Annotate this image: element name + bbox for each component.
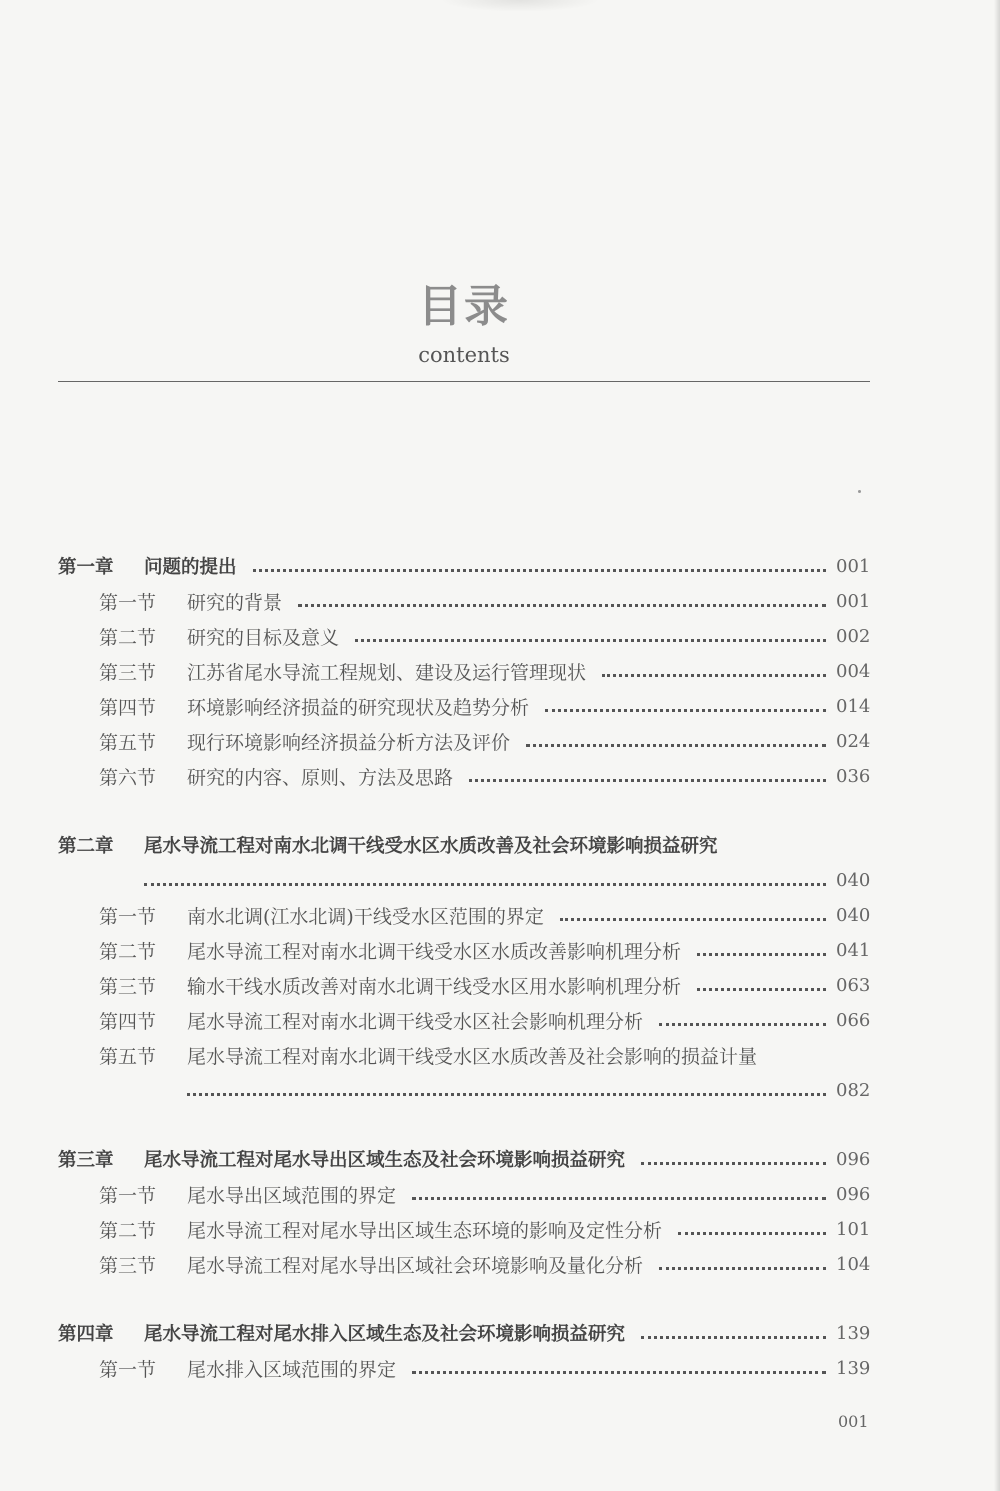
chapter-title: 问题的提出 (144, 557, 237, 578)
page-number: 101 (836, 1218, 871, 1240)
section-title: 研究的背景 (187, 591, 283, 614)
section-label: 第二节 (99, 1219, 157, 1242)
toc-chapter-3[interactable] (58, 1142, 870, 1176)
page-number: 004 (836, 660, 871, 682)
section-title: 尾水导流工程对尾水导出区域社会环境影响及量化分析 (187, 1254, 644, 1277)
section-title: 尾水导出区域范围的界定 (187, 1184, 397, 1207)
toc-section-1-1[interactable] (99, 584, 870, 618)
toc-chapter-2[interactable] (58, 828, 870, 862)
leader-dots (187, 1073, 826, 1096)
footer-page-number: 001 (838, 1412, 869, 1431)
page-title: 目录 (418, 281, 510, 332)
section-title: 研究的内容、原则、方法及思路 (187, 766, 454, 789)
toc-section-1-4[interactable] (99, 689, 870, 723)
chapter-label: 第三章 (58, 1150, 114, 1171)
page-subtitle: contents (418, 343, 510, 367)
toc-section-1-6[interactable] (99, 759, 870, 793)
section-label: 第四节 (99, 1010, 157, 1033)
section-label: 第三节 (99, 661, 157, 684)
section-title: 南水北调(江水北调)干线受水区范围的界定 (187, 905, 544, 928)
leader-dots (602, 654, 826, 677)
toc-chapter-4[interactable] (58, 1316, 870, 1350)
page-number: 104 (836, 1253, 871, 1275)
section-label: 第一节 (99, 1184, 157, 1207)
toc-section-2-4[interactable] (99, 1003, 870, 1037)
leader-dots (253, 549, 826, 572)
section-label: 第二节 (99, 940, 157, 963)
chapter-label: 第二章 (58, 836, 114, 857)
page-number: 014 (836, 695, 871, 717)
toc-section-2-1[interactable] (99, 898, 870, 932)
toc-section-2-5-continuation[interactable] (187, 1073, 870, 1107)
leader-dots (355, 619, 826, 642)
leader-dots (641, 1316, 826, 1339)
section-title: 研究的目标及意义 (187, 626, 340, 649)
toc-section-2-3[interactable] (99, 968, 870, 1002)
scan-speck (858, 490, 861, 493)
page-number: 066 (836, 1009, 871, 1031)
section-title: 尾水排入区域范围的界定 (187, 1358, 397, 1381)
toc-section-2-5[interactable] (99, 1038, 870, 1072)
leader-dots (298, 584, 826, 607)
section-label: 第四节 (99, 696, 157, 719)
page-number: 096 (836, 1148, 871, 1170)
chapter-label: 第一章 (58, 557, 114, 578)
page-number: 001 (836, 590, 871, 612)
page-number: 063 (836, 974, 871, 996)
section-label: 第五节 (99, 1045, 157, 1068)
leader-dots (469, 759, 826, 782)
leader-dots (412, 1351, 826, 1374)
chapter-title: 尾水导流工程对南水北调干线受水区水质改善及社会环境影响损益研究 (144, 836, 718, 857)
section-label: 第二节 (99, 626, 157, 649)
chapter-title: 尾水导流工程对尾水排入区域生态及社会环境影响损益研究 (144, 1324, 626, 1345)
leader-dots (659, 1247, 826, 1270)
page-number: 036 (836, 765, 871, 787)
leader-dots (526, 724, 826, 747)
section-label: 第一节 (99, 905, 157, 928)
section-label: 第三节 (99, 1254, 157, 1277)
section-title: 尾水导流工程对南水北调干线受水区水质改善及社会影响的损益计量 (187, 1045, 758, 1068)
section-title: 尾水导流工程对尾水导出区域生态环境的影响及定性分析 (187, 1219, 663, 1242)
page-number: 139 (836, 1322, 871, 1344)
leader-dots (641, 1142, 826, 1165)
toc-section-3-1[interactable] (99, 1177, 870, 1211)
page-number: 024 (836, 730, 871, 752)
page-number: 041 (836, 939, 871, 961)
section-title: 尾水导流工程对南水北调干线受水区水质改善影响机理分析 (187, 940, 682, 963)
title-rule (58, 381, 870, 382)
toc-section-4-1[interactable] (99, 1351, 870, 1385)
section-title: 江苏省尾水导流工程规划、建设及运行管理现状 (187, 661, 587, 684)
chapter-title: 尾水导流工程对尾水导出区域生态及社会环境影响损益研究 (144, 1150, 626, 1171)
page-number: 002 (836, 625, 871, 647)
toc-section-3-2[interactable] (99, 1212, 870, 1246)
page-number: 001 (836, 555, 871, 577)
section-title: 现行环境影响经济损益分析方法及评价 (187, 731, 511, 754)
leader-dots (545, 689, 826, 712)
leader-dots (697, 933, 826, 956)
toc-section-3-3[interactable] (99, 1247, 870, 1281)
leader-dots (144, 863, 826, 886)
section-label: 第三节 (99, 975, 157, 998)
leader-dots (678, 1212, 826, 1235)
page-number: 096 (836, 1183, 871, 1205)
section-title: 尾水导流工程对南水北调干线受水区社会影响机理分析 (187, 1010, 644, 1033)
leader-dots (697, 968, 826, 991)
toc-section-1-2[interactable] (99, 619, 870, 653)
section-label: 第一节 (99, 1358, 157, 1381)
page-number: 139 (836, 1357, 871, 1379)
toc-chapter-1[interactable] (58, 549, 870, 583)
section-label: 第五节 (99, 731, 157, 754)
section-label: 第六节 (99, 766, 157, 789)
toc-section-2-2[interactable] (99, 933, 870, 967)
section-title: 环境影响经济损益的研究现状及趋势分析 (187, 696, 530, 719)
leader-dots (560, 898, 826, 921)
section-title: 输水干线水质改善对南水北调干线受水区用水影响机理分析 (187, 975, 682, 998)
section-label: 第一节 (99, 591, 157, 614)
toc-chapter-2-continuation[interactable] (144, 863, 870, 897)
leader-dots (412, 1177, 826, 1200)
toc-section-1-5[interactable] (99, 724, 870, 758)
page-number: 040 (836, 869, 871, 891)
scan-shadow (440, 0, 600, 12)
leader-dots (659, 1003, 826, 1026)
chapter-label: 第四章 (58, 1324, 114, 1345)
page-number: 040 (836, 904, 871, 926)
page-number: 082 (836, 1079, 871, 1101)
toc-section-1-3[interactable] (99, 654, 870, 688)
scan-edge (994, 0, 1000, 1491)
